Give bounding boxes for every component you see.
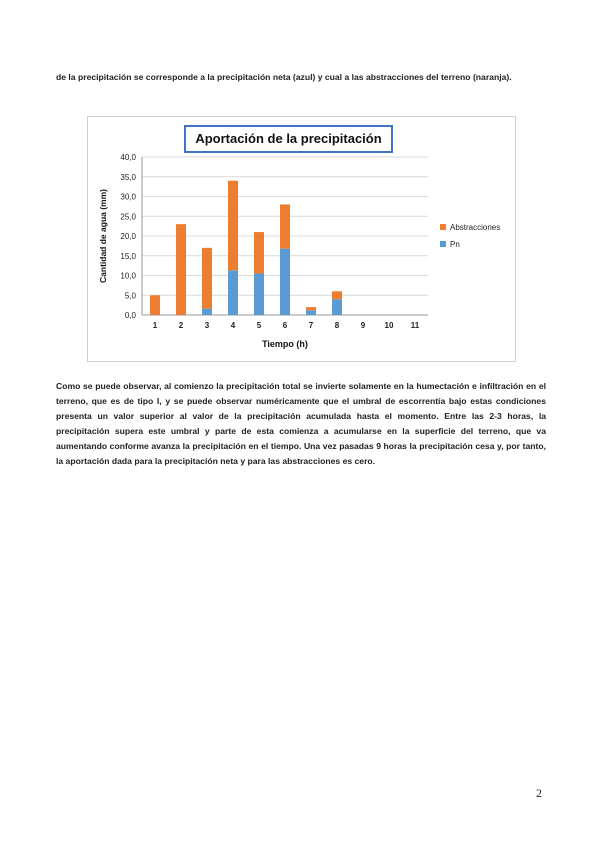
bar-abstracciones xyxy=(228,181,238,271)
bar-pn xyxy=(254,274,264,315)
x-tick-label: 5 xyxy=(256,321,262,330)
intro-text: de la precipitación se corresponde a la precipitación neta (azul) y cual a las abstracciones del terreno (naranja). xyxy=(56,72,512,82)
chart-title: Aportación de la precipitación xyxy=(184,125,393,153)
intro-paragraph xyxy=(56,70,546,85)
legend-pn-label: Pn xyxy=(450,240,460,249)
x-tick-label: 8 xyxy=(334,321,340,330)
x-tick-label: 4 xyxy=(230,321,236,330)
y-tick-label: 0,0 xyxy=(124,311,136,320)
x-tick-label: 10 xyxy=(384,321,394,330)
x-tick-label: 6 xyxy=(282,321,288,330)
x-tick-label: 9 xyxy=(360,321,366,330)
bar-pn xyxy=(280,249,290,315)
y-tick-label: 35,0 xyxy=(120,172,136,182)
y-tick-label: 30,0 xyxy=(120,192,136,202)
page-number: 2 xyxy=(536,786,542,800)
precipitation-chart xyxy=(87,116,516,362)
x-tick-label: 11 xyxy=(410,321,420,330)
bar-pn xyxy=(202,309,212,315)
y-tick-label: 40,0 xyxy=(120,153,136,162)
x-tick-label: 7 xyxy=(308,321,314,330)
bar-abstracciones xyxy=(254,232,264,273)
x-tick-label: 1 xyxy=(152,321,158,330)
y-tick-label: 25,0 xyxy=(120,212,136,222)
bar-pn xyxy=(332,299,342,315)
body-text: Como se puede observar, al comienzo la precipitación total se invierte solamente en la humectación e infiltración en el terreno, que es de tipo I, y se puede observar numéricamente que el umbral de escorrentía bajo estas condiciones presenta un valor superior al valor de la precipitación acumulada hasta el momento. Entre las 2-3 horas, la precipitación supera este umbral y parte de esta comienza a acumularse en la superficie del terreno, que va aumentando conforme avanza la precipitación en el tiempo. Una vez pasadas 9 horas la precipitación cesa y, por tanto, la aportación dada para la precipitación neta y para las abstracciones es cero. xyxy=(56,381,546,466)
legend-pn-swatch xyxy=(440,241,446,247)
bar-pn xyxy=(228,270,238,315)
x-axis-label: Tiempo (h) xyxy=(262,339,308,349)
legend-abstracciones-label: Abstracciones xyxy=(450,223,501,232)
body-paragraph xyxy=(56,379,546,469)
chart-canvas xyxy=(88,117,515,361)
y-tick-label: 20,0 xyxy=(120,232,136,241)
y-tick-label: 5,0 xyxy=(124,291,136,301)
bar-abstracciones xyxy=(280,204,290,248)
x-tick-label: 2 xyxy=(178,321,184,330)
x-tick-label: 3 xyxy=(204,321,210,330)
y-tick-label: 10,0 xyxy=(120,271,136,281)
bar-abstracciones xyxy=(202,248,212,309)
legend-abstracciones-swatch xyxy=(440,224,446,230)
bar-abstracciones xyxy=(332,291,342,299)
bar-pn xyxy=(306,310,316,315)
bar-abstracciones xyxy=(306,307,316,310)
y-axis-label: Cantidad de agua (mm) xyxy=(98,189,108,283)
bar-abstracciones xyxy=(176,224,186,315)
bar-abstracciones xyxy=(150,295,160,315)
y-tick-label: 15,0 xyxy=(120,251,136,261)
